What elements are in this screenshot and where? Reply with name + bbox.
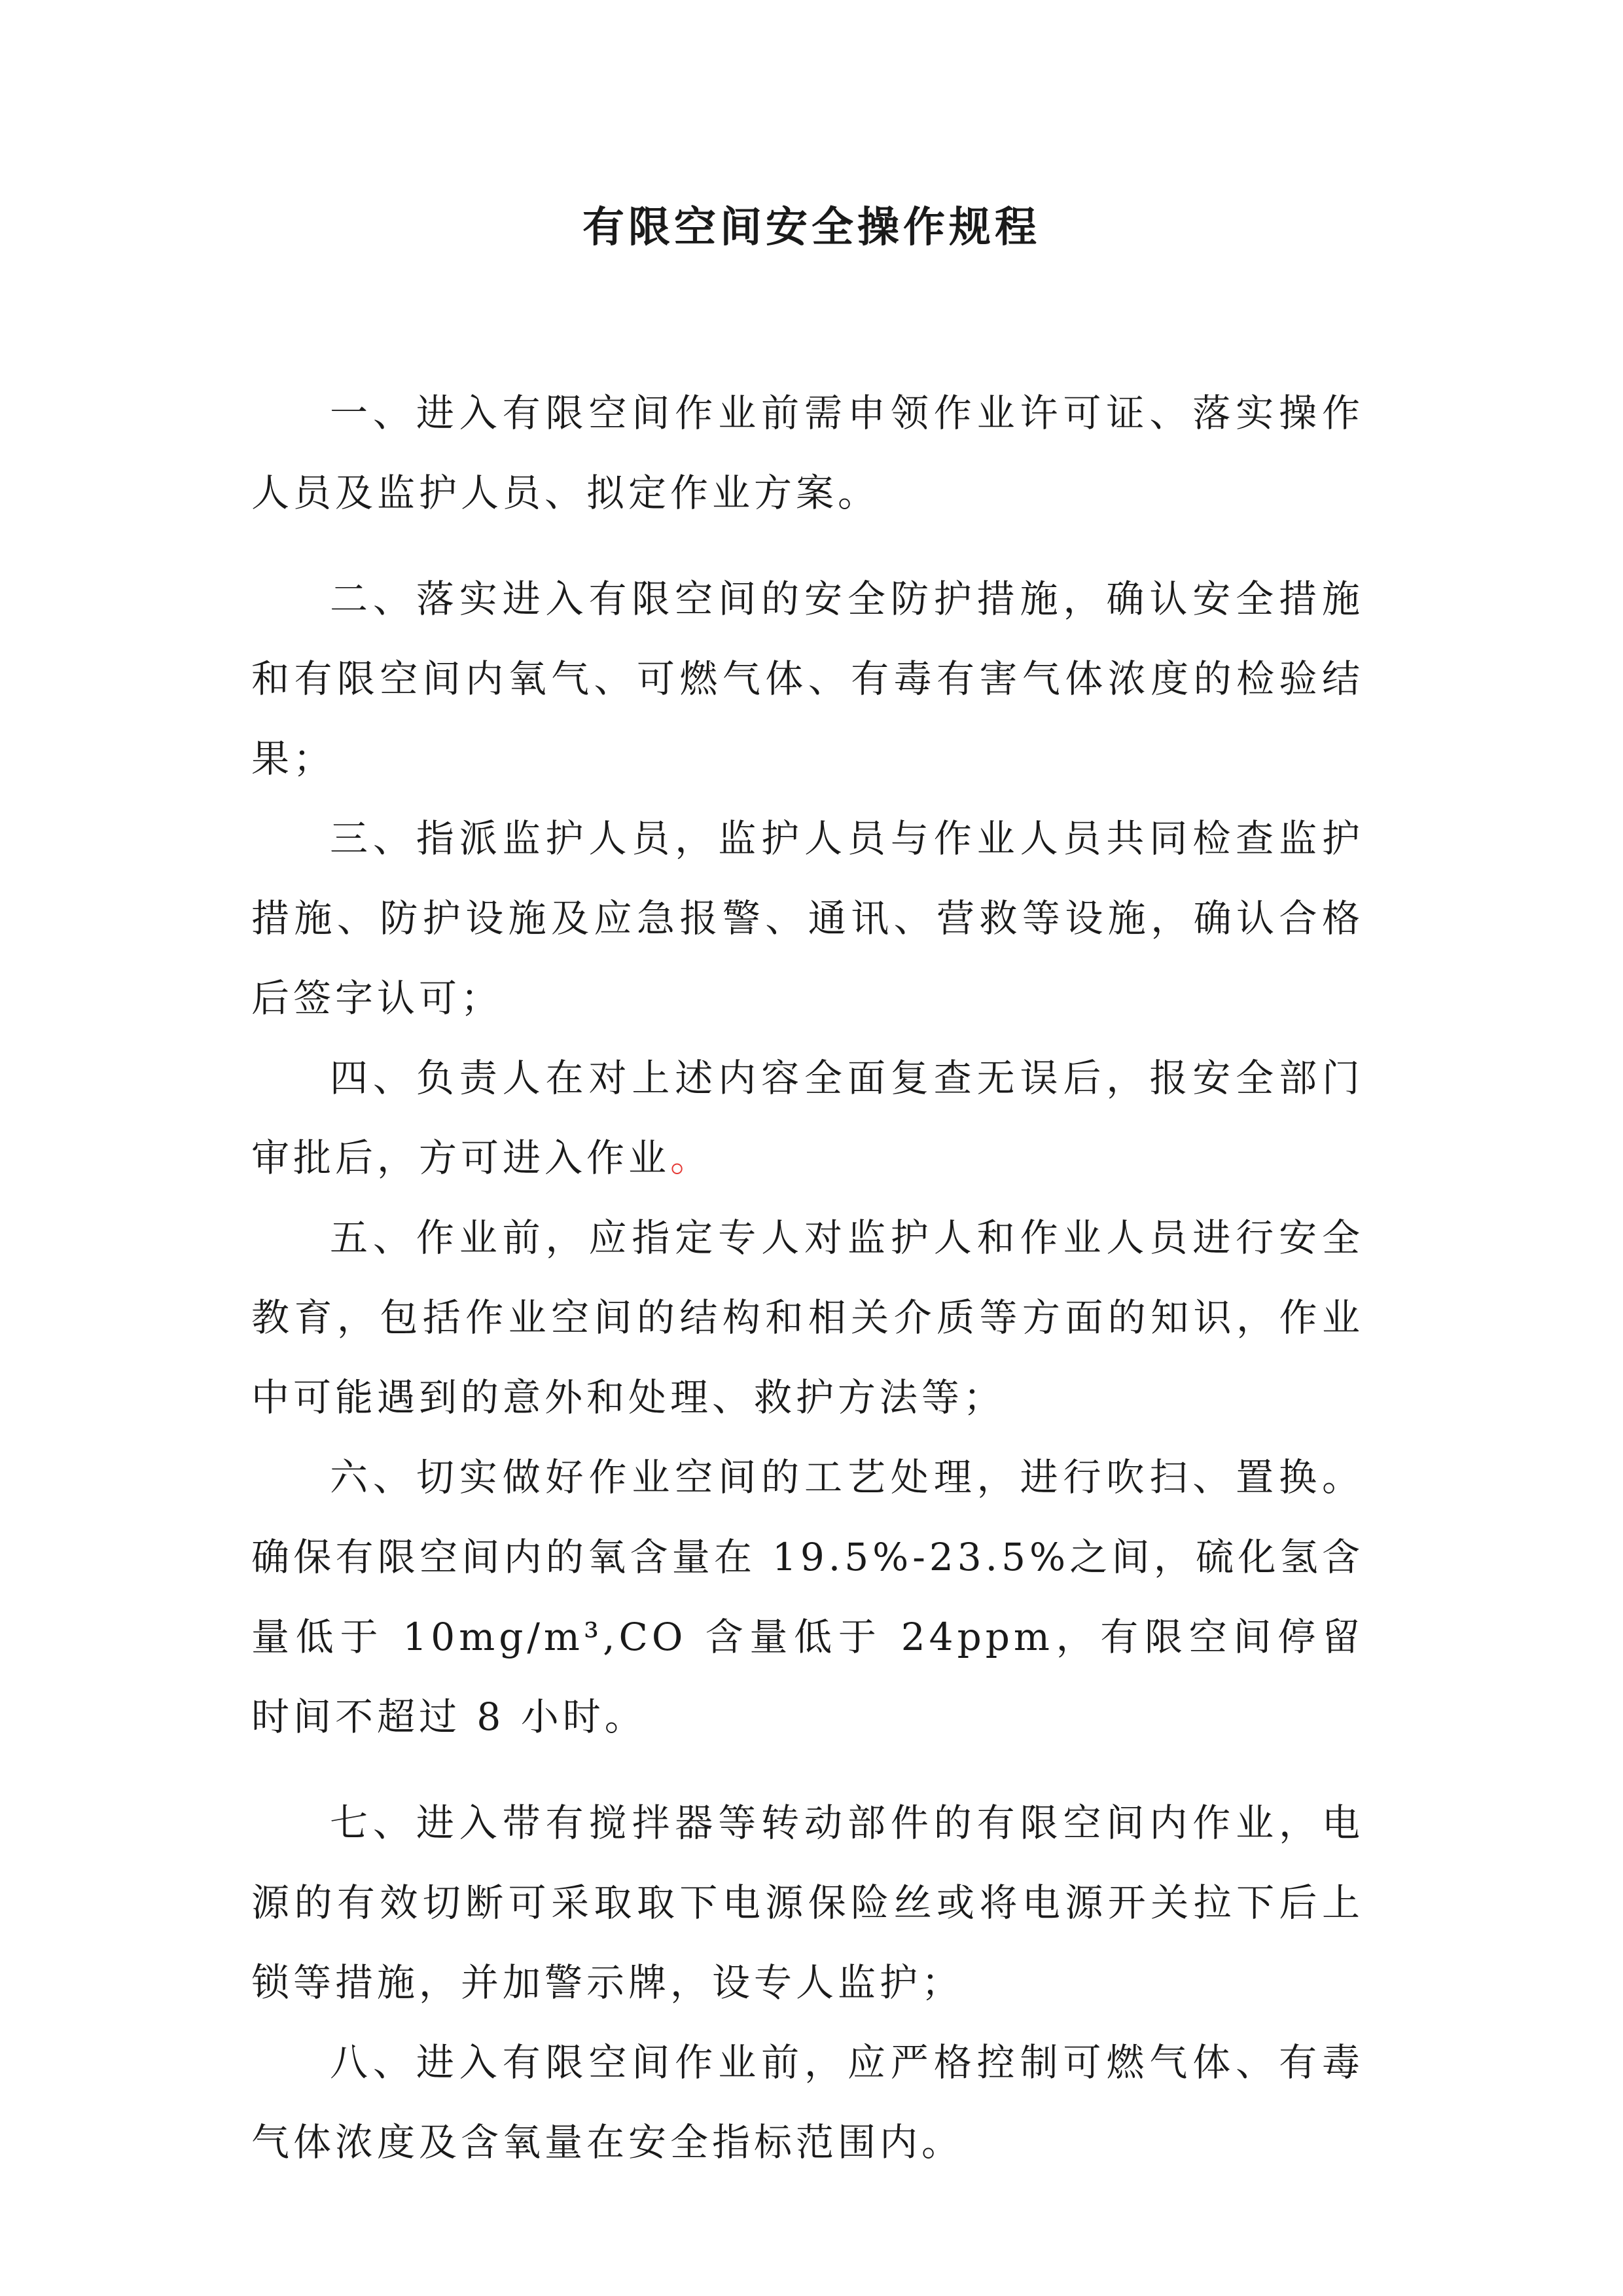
paragraph-gap — [251, 1757, 1364, 1783]
document-title: 有限空间安全操作规程 — [582, 203, 1041, 252]
paragraph-4-text: 四、负责人在对上述内容全面复查无误后，报安全部门审批后，方可进入作业 — [251, 1056, 1364, 1180]
paragraph-4 — [251, 1038, 1364, 1198]
paragraph-4-end-mark: 。 — [670, 1136, 713, 1180]
paragraph-gap — [251, 533, 1364, 559]
paragraph-1: 一、进入有限空间作业前需申领作业许可证、落实操作人员及监护人员、拟定作业方案。 — [251, 391, 1364, 515]
paragraph-3: 三、指派监护人员，监护人员与作业人员共同检查监护措施、防护设施及应急报警、通讯、营救等设施，确认合格后签字认可； — [251, 816, 1364, 1020]
paragraph-6: 六、切实做好作业空间的工艺处理，进行吹扫、置换。确保有限空间内的氧含量在 19.5%-23.5%之间，硫化氢含量低于 10mg/m³,CO 含量低于 24ppm，有限空间停留时间不超过 8 小时。 — [251, 1455, 1364, 1739]
paragraph-2: 二、落实进入有限空间的安全防护措施，确认安全措施和有限空间内氧气、可燃气体、有毒有害气体浓度的检验结果； — [251, 577, 1364, 781]
paragraph-5: 五、作业前，应指定专人对监护人和作业人员进行安全教育，包括作业空间的结构和相关介质等方面的知识，作业中可能遇到的意外和处理、救护方法等； — [251, 1215, 1364, 1420]
document-body — [251, 373, 1364, 2182]
paragraph-8: 八、进入有限空间作业前，应严格控制可燃气体、有毒气体浓度及含氧量在安全指标范围内。 — [251, 2040, 1364, 2164]
paragraph-7: 七、进入带有搅拌器等转动部件的有限空间内作业，电源的有效切断可采取取下电源保险丝或将电源开关拉下后上锁等措施，并加警示牌，设专人监护； — [251, 1801, 1364, 2005]
